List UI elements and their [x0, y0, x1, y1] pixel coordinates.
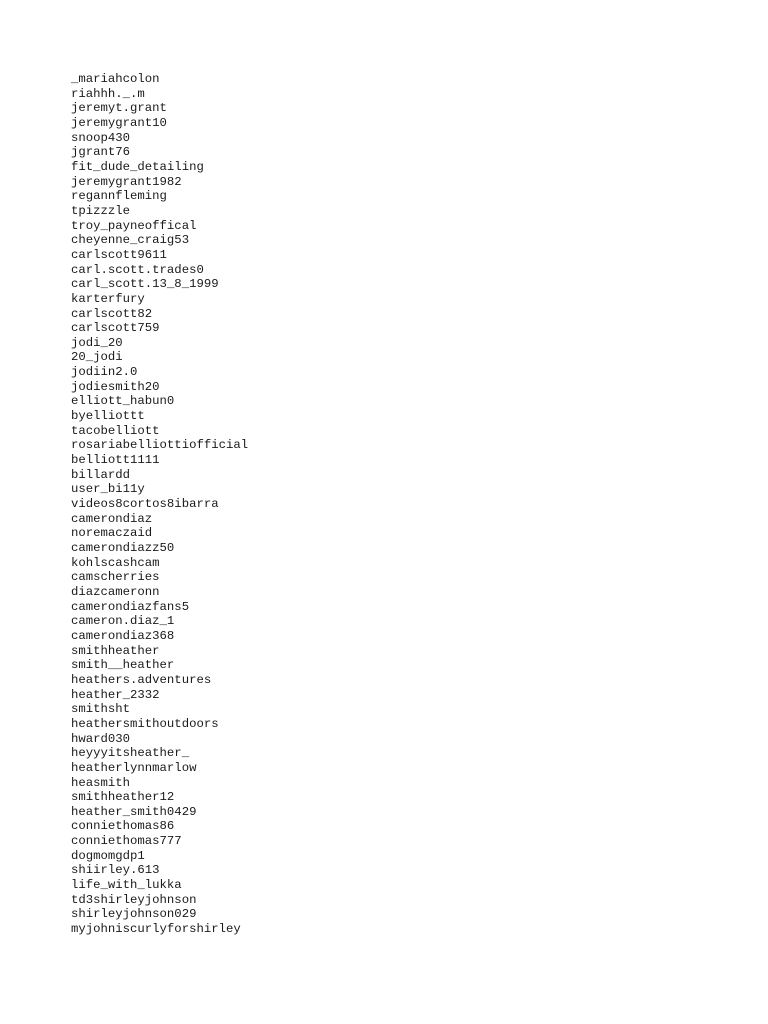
username-line: camerondiazz50 [71, 541, 175, 555]
username-line: camerondiazfans5 [71, 599, 190, 614]
username-line: elliott_habun0 [71, 394, 175, 409]
username-line: heather_smith0429 [71, 804, 197, 819]
username-line: carlscott82 [71, 306, 153, 321]
username-line: carlscott759 [71, 321, 160, 336]
username-line: heathers.adventures [71, 672, 212, 687]
username-line: heathersmithoutdoors [71, 716, 219, 731]
username-line: smithsht [71, 702, 131, 717]
username-line: tpizzzle [71, 203, 131, 218]
username-list [71, 72, 248, 937]
username-line: carl_scott.13_8_1999 [71, 277, 219, 292]
username-line: jodiesmith20 [71, 379, 160, 394]
username-line: jodiin2.0 [71, 365, 138, 380]
username-line: camerondiaz [71, 511, 153, 526]
username-line: heatherlynnmarlow [71, 760, 197, 775]
username-line: _mariahcolon [71, 72, 160, 86]
username-line: carl.scott.trades0 [71, 262, 204, 277]
username-line: 20_jodi [71, 350, 123, 365]
username-line: smithheather [71, 643, 160, 658]
username-line: dogmomgdp1 [71, 848, 145, 863]
username-line: diazcameronn [71, 584, 160, 599]
username-line: camerondiaz368 [71, 628, 175, 643]
username-line: shirleyjohnson029 [71, 907, 197, 922]
username-line: jeremygrant1982 [71, 174, 182, 189]
username-line: riahhh._.m [71, 86, 145, 101]
username-line: myjohniscurlyforshirley [71, 922, 241, 937]
username-line: cheyenne_craig53 [71, 233, 190, 248]
username-line: smithheather12 [71, 790, 175, 805]
username-line: smith__heather [71, 658, 175, 673]
username-line: carlscott9611 [71, 247, 167, 262]
username-line: regannfleming [71, 189, 167, 204]
username-line: jgrant76 [71, 145, 131, 160]
username-line: kohlscashcam [71, 555, 160, 570]
username-line: camscherries [71, 570, 160, 585]
username-line: billardd [71, 467, 131, 482]
username-line: jeremygrant10 [71, 115, 167, 130]
username-line: jeremyt.grant [71, 101, 167, 116]
username-line: cameron.diaz_1 [71, 614, 175, 629]
username-line: noremaczaid [71, 526, 153, 541]
username-line: hward030 [71, 731, 131, 746]
username-line: videos8cortos8ibarra [71, 497, 219, 512]
username-line: troy_payneoffical [71, 218, 197, 233]
username-line: heather_2332 [71, 687, 160, 702]
username-line: karterfury [71, 291, 145, 306]
username-line: byelliottt [71, 409, 145, 424]
username-line: td3shirleyjohnson [71, 892, 197, 907]
username-line: life_with_lukka [71, 878, 182, 893]
username-line: heyyyitsheather_ [71, 746, 190, 761]
username-line: shiirley.613 [71, 863, 160, 878]
username-line: tacobelliott [71, 423, 160, 438]
username-line: user_bi11y [71, 482, 145, 497]
username-line: snoop430 [71, 130, 131, 145]
username-line: conniethomas86 [71, 819, 175, 834]
username-line: heasmith [71, 775, 131, 790]
username-line: belliott1111 [71, 453, 160, 468]
username-line: conniethomas777 [71, 834, 182, 849]
username-line: rosariabelliottiofficial [71, 438, 249, 453]
username-line: fit_dude_detailing [71, 159, 204, 174]
username-line: jodi_20 [71, 335, 123, 350]
